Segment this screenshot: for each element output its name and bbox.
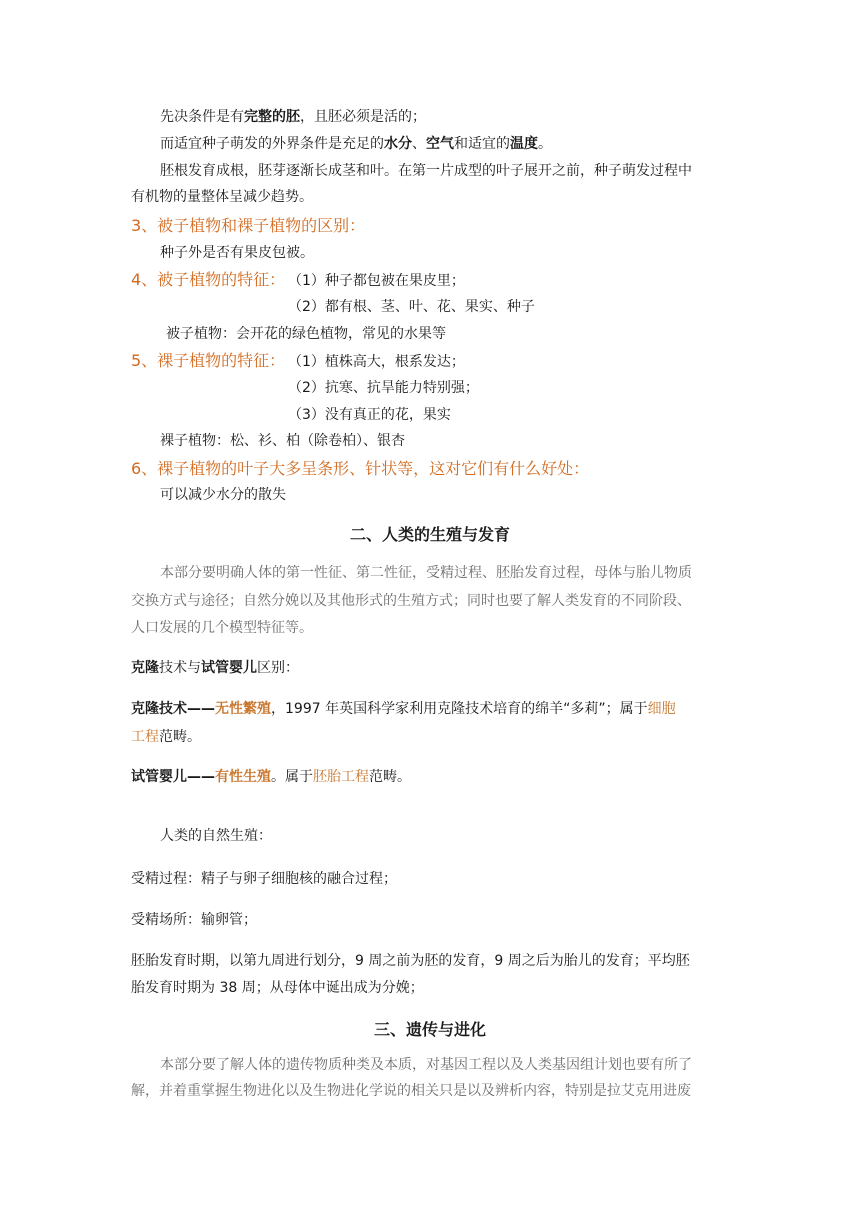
ivf-line: 试管婴儿——有性生殖。属于胚胎工程范畴。 [131,769,411,785]
section-3-intro-line2: 解，并着重掌握生物进化以及生物进化学说的相关只是以及辨析内容，特别是拉艾克用进废 [131,1083,691,1099]
section-3-intro-line1: 本部分要了解人体的遗传物质种类及本质，对基因工程以及人类基因组计划也要有所了 [160,1057,692,1073]
fertilization-place: 受精场所：输卵管； [131,912,257,928]
heading-4-note: 被子植物：会开花的绿色植物，常见的水果等 [166,326,446,342]
heading-4-item-2: （2）都有根、茎、叶、花、果实、种子 [288,299,535,315]
heading-5-note: 裸子植物：松、衫、柏（除卷柏）、银杏 [160,433,405,449]
embryo-line1: 胚胎发育时期，以第九周进行划分，9 周之前为胚的发育，9 周之后为胎儿的发育；平均胚 [131,953,690,969]
section-3-title: 三、遗传与进化 [373,1020,486,1039]
paragraph-condition: 先决条件是有完整的胚，且胚必须是活的； [160,109,426,125]
heading-4: 4、被子植物的特征： [131,270,286,289]
heading-4-item-1: （1）种子都包被在果皮里； [288,273,465,289]
section-2-intro-line2: 交换方式与途径；自然分娩以及其他形式的生殖方式；同时也要了解人类发育的不同阶段、 [131,593,691,609]
section-2-intro-line3: 人口发展的几个模型特征等。 [131,620,313,636]
heading-3: 3、被子植物和裸子植物的区别： [131,216,366,235]
clone-line2: 工程范畴。 [131,729,201,745]
paragraph-germination-line1: 胚根发育成根，胚芽逐渐长成茎和叶。在第一片成型的叶子展开之前，种子萌发过程中 [160,163,692,179]
heading-6: 6、裸子植物的叶子大多呈条形、针状等，这对它们有什么好处： [131,459,590,478]
embryo-line2: 胎发育时期为 38 周；从母体中诞出成为分娩； [131,980,424,996]
section-2-intro-line1: 本部分要明确人体的第一性征、第二性征，受精过程、胚胎发育过程，母体与胎儿物质 [160,565,692,581]
heading-3-body: 种子外是否有果皮包被。 [160,245,314,261]
paragraph-germination-line2: 有机物的量整体呈减少趋势。 [131,189,313,205]
section-2-title: 二、人类的生殖与发育 [349,525,510,544]
heading-6-body: 可以减少水分的散失 [160,487,286,503]
heading-5: 5、裸子植物的特征： [131,351,286,370]
clone-line1: 克隆技术——无性繁殖，1997 年英国科学家利用克隆技术培育的绵羊“多莉”；属于细胞 [131,701,676,717]
natural-reproduction: 人类的自然生殖： [160,828,272,844]
clone-ivf-difference: 克隆技术与试管婴儿区别： [131,660,299,676]
heading-5-item-1: （1）植株高大，根系发达； [288,354,465,370]
heading-5-item-3: （3）没有真正的花，果实 [288,407,451,423]
heading-5-item-2: （2）抗寒、抗旱能力特别强； [288,380,479,396]
fertilization-process: 受精过程：精子与卵子细胞核的融合过程； [131,871,397,887]
paragraph-external-conditions: 而适宜种子萌发的外界条件是充足的水分、空气和适宜的温度。 [160,136,552,152]
